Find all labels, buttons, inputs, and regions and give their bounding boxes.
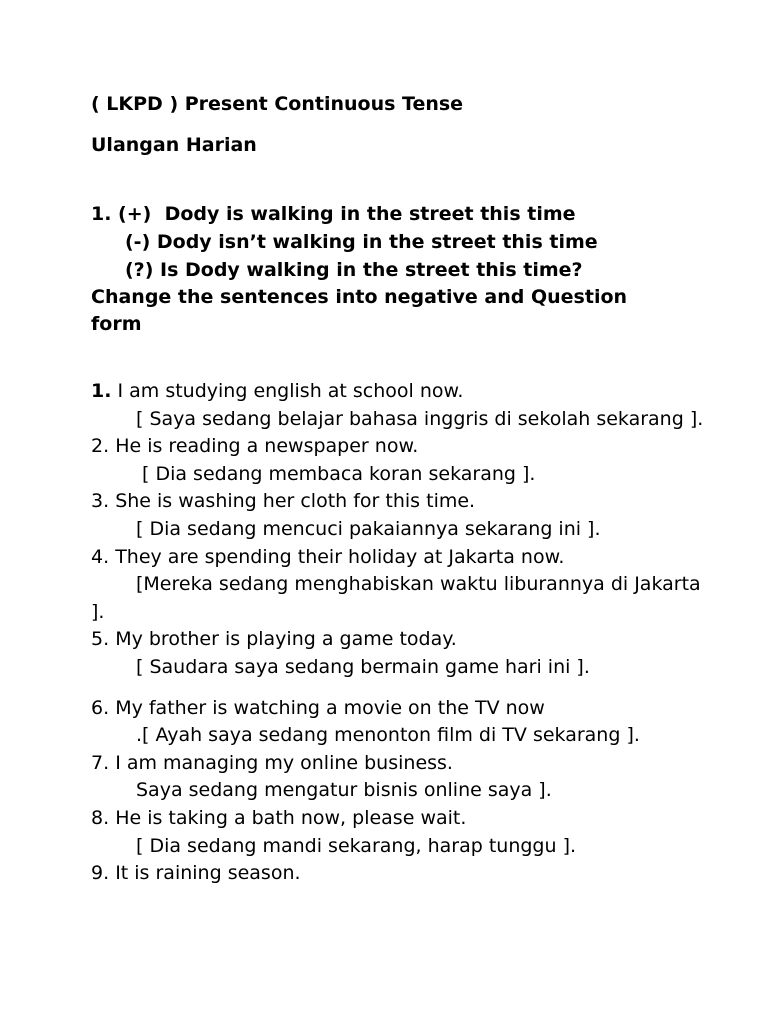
- list-item: [91, 750, 711, 805]
- example-positive: 1. (+) Dody is walking in the street this time: [91, 203, 576, 225]
- list-item: [91, 378, 711, 433]
- item-number: 8.: [91, 806, 110, 829]
- item-number: 7.: [91, 751, 110, 774]
- list-item: [91, 433, 711, 488]
- document-subtitle: Ulangan Harian: [91, 134, 257, 156]
- item-number: 4.: [91, 545, 110, 568]
- item-number: 5.: [91, 628, 110, 651]
- item-sentence: They are spending their holiday at Jakarta now.: [115, 545, 565, 568]
- item-sentence: She is washing her cloth for this time.: [115, 490, 476, 513]
- list-item: [91, 805, 711, 860]
- paragraph-gap: [91, 682, 711, 695]
- item-number: 2.: [91, 435, 110, 458]
- item-translation: [ Dia sedang mencuci pakaiannya sekarang ini ].: [136, 517, 601, 540]
- document-page: [91, 91, 711, 888]
- item-number: 1.: [91, 380, 112, 402]
- example-instruction: Change the sentences into negative and Question form: [91, 286, 628, 335]
- example-block: [91, 200, 711, 338]
- document-title: ( LKPD ) Present Continuous Tense: [91, 93, 464, 115]
- item-translation-text: [Mereka sedang menghabiskan waktu liburannya di Jakarta ].: [91, 573, 701, 623]
- item-translation: [ Dia sedang mandi sekarang, harap tunggu ].: [136, 834, 577, 857]
- item-sentence: I am managing my online business.: [115, 751, 453, 774]
- list-item: [91, 544, 711, 627]
- item-translation: [ Dia sedang membaca koran sekarang ].: [142, 462, 536, 485]
- exercise-list: [91, 378, 711, 888]
- list-item: [91, 626, 711, 681]
- item-translation-text: [ Saya sedang belajar bahasa inggris di sekolah sekarang ].: [136, 407, 704, 430]
- item-number: 3.: [91, 490, 110, 513]
- item-sentence: He is reading a newspaper now.: [115, 435, 419, 458]
- item-translation: [ Saudara saya sedang bermain game hari ini ].: [136, 655, 590, 678]
- list-item: [91, 488, 711, 543]
- list-item: [91, 695, 711, 750]
- example-question: (?) Is Dody walking in the street this time?: [125, 259, 583, 281]
- item-translation: [91, 571, 711, 626]
- item-translation: [91, 406, 711, 434]
- item-translation: Saya sedang mengatur bisnis online saya ].: [136, 779, 552, 802]
- example-negative: (-) Dody isn’t walking in the street this time: [125, 231, 598, 253]
- item-number: 6.: [91, 696, 110, 719]
- item-translation: .[ Ayah saya sedang menonton film di TV sekarang ].: [136, 724, 640, 747]
- item-number: 9.: [91, 862, 110, 885]
- item-sentence: It is raining season.: [115, 862, 301, 885]
- list-item: [91, 860, 711, 888]
- item-sentence: My father is watching a movie on the TV now: [115, 696, 545, 719]
- item-sentence: My brother is playing a game today.: [115, 628, 457, 651]
- item-sentence: I am studying english at school now.: [117, 380, 464, 402]
- item-sentence: He is taking a bath now, please wait.: [115, 806, 467, 829]
